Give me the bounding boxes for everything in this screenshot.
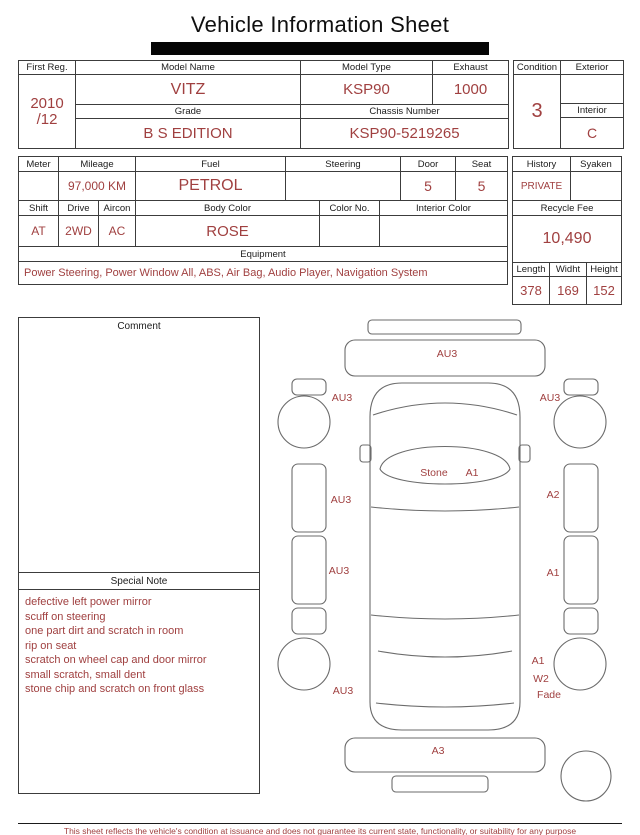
specs-section	[18, 156, 622, 305]
label-right-rear-fender-3: Fade	[537, 689, 561, 701]
hood-edge-line	[373, 403, 517, 415]
door-label: Door	[401, 157, 456, 171]
roof-rear-line	[371, 615, 519, 619]
car-diagram-svg	[268, 317, 624, 809]
left-rear-door-shape	[292, 536, 326, 604]
exhaust-label: Exhaust	[433, 61, 509, 75]
special-note-line: small scratch, small dent	[25, 668, 146, 681]
condition-label: Condition	[514, 61, 561, 75]
condition-value: 3	[514, 75, 561, 149]
dimensions-header-row	[513, 263, 621, 277]
wheel-front-left	[278, 396, 330, 448]
wheel-front-right	[554, 396, 606, 448]
history-value: PRIVATE	[513, 172, 571, 200]
car-damage-diagram	[260, 317, 622, 809]
specs-table	[18, 156, 508, 285]
recycle-fee-value: 10,490	[542, 230, 592, 247]
color-no-label: Color No.	[320, 201, 380, 215]
length-value: 378	[513, 277, 550, 304]
left-rear-fender-shape	[292, 608, 326, 634]
meter-value	[19, 172, 59, 200]
drive-value: 2WD	[59, 216, 99, 246]
model-name-value: VITZ	[76, 75, 301, 105]
body-outline	[370, 383, 520, 730]
interior-value: C	[561, 118, 624, 149]
comment-content	[19, 334, 259, 342]
vehicle-id-table	[18, 60, 509, 149]
shift-value: AT	[19, 216, 59, 246]
mileage-label: Mileage	[59, 157, 136, 171]
exterior-value	[561, 75, 624, 104]
comment-label: Comment	[117, 321, 161, 332]
label-front-bumper: AU3	[436, 348, 458, 360]
fuel-value: PETROL	[136, 172, 286, 200]
model-type-label: Model Type	[301, 61, 433, 75]
exterior-label: Exterior	[561, 61, 624, 75]
grade-label: Grade	[76, 105, 301, 119]
specs-value-row-2	[19, 216, 507, 247]
mileage-value: 97,000 KM	[59, 172, 136, 200]
wheel-rear-left	[278, 638, 330, 690]
label-right-rear-door: A1	[546, 567, 560, 579]
history-label: History	[513, 157, 571, 171]
steering-value	[286, 172, 401, 200]
aircon-label: Aircon	[99, 201, 136, 215]
redaction-bar	[151, 42, 489, 55]
recycle-fee-value-row	[513, 216, 621, 263]
model-name-label: Model Name	[76, 61, 301, 75]
aircon-value: AC	[99, 216, 136, 246]
interior-color-label: Interior Color	[416, 202, 471, 214]
length-label: Length	[513, 263, 550, 276]
comment-box	[18, 317, 260, 573]
label-windshield-word: Stone	[420, 467, 448, 479]
page-title: Vehicle Information Sheet	[190, 12, 450, 37]
rear-window-line	[378, 651, 512, 657]
admin-table	[512, 156, 622, 305]
equipment-value: Power Steering, Power Window All, ABS, Air Bag, Audio Player, Navigation System	[24, 267, 428, 279]
chassis-number-label: Chassis Number	[301, 105, 509, 119]
first-reg-year: 2010	[30, 94, 64, 112]
label-right-front-door: A2	[546, 489, 560, 501]
history-value-row	[513, 172, 621, 201]
left-front-fender-shape	[292, 379, 326, 395]
meter-label: Meter	[19, 157, 59, 171]
special-note-label: Special Note	[19, 573, 259, 590]
identification-section	[18, 60, 622, 149]
grading-table	[513, 60, 624, 149]
specs-header-row-1	[19, 157, 507, 172]
trunk-line	[376, 703, 514, 707]
label-right-rear-fender-2: W2	[533, 673, 549, 685]
fuel-label: Fuel	[136, 157, 286, 171]
door-value: 5	[401, 172, 456, 200]
right-front-door-shape	[564, 464, 598, 532]
width-value: 169	[550, 277, 587, 304]
dimensions-value-row	[513, 277, 621, 304]
special-note-line: one part dirt and scratch in room	[25, 625, 184, 637]
right-mirror-shape	[519, 445, 530, 462]
first-reg-label: First Reg.	[19, 61, 76, 75]
drive-label: Drive	[59, 201, 99, 215]
seat-label: Seat	[471, 158, 492, 170]
rear-bumper-shape	[345, 738, 545, 772]
wheel-rear-right	[554, 638, 606, 690]
rear-lower-strip	[392, 776, 488, 792]
right-rear-door-shape	[564, 536, 598, 604]
model-type-value: KSP90	[301, 75, 433, 105]
special-note-lines	[19, 590, 259, 702]
disclaimer-text: This sheet reflects the vehicle's condition at issuance and does not guarantee its current state, functionality, or suitability for any purpose	[18, 823, 622, 835]
label-left-rear-door: AU3	[328, 565, 350, 577]
chassis-number-value: KSP90-5219265	[301, 119, 509, 149]
height-value: 152	[593, 283, 615, 298]
specs-header-row-2	[19, 201, 507, 216]
label-left-front-door: AU3	[330, 494, 352, 506]
exhaust-value: 1000	[433, 75, 509, 105]
front-grille-strip	[368, 320, 521, 334]
equipment-header-row	[19, 247, 507, 262]
width-label: Widht	[550, 263, 587, 276]
label-right-rear-fender-1: A1	[531, 655, 545, 667]
equipment-value-row	[19, 262, 507, 284]
equipment-label: Equipment	[240, 248, 286, 260]
shift-label: Shift	[19, 201, 59, 215]
special-note-line: rip on seat	[25, 639, 77, 652]
condition-section	[18, 317, 622, 809]
right-front-fender-shape	[564, 379, 598, 395]
label-left-rear-fender: AU3	[332, 685, 354, 697]
spare-wheel	[561, 751, 611, 801]
interior-label: Interior	[561, 103, 624, 117]
first-reg-month: /12	[36, 110, 58, 128]
special-note-line: defective left power mirror	[25, 596, 152, 608]
steering-label: Steering	[286, 157, 401, 171]
left-mirror-shape	[360, 445, 371, 462]
special-note-box	[18, 572, 260, 794]
label-right-front-fender: AU3	[539, 392, 561, 404]
syaken-value	[571, 172, 621, 200]
syaken-label: Syaken	[580, 158, 612, 170]
notes-column	[18, 317, 260, 809]
label-left-front-fender: AU3	[331, 392, 353, 404]
color-no-value	[320, 216, 380, 246]
body-color-label: Body Color	[136, 201, 320, 215]
special-note-line: scuff on steering	[25, 610, 106, 623]
body-color-value: ROSE	[136, 216, 320, 246]
special-note-line: scratch on wheel cap and door mirror	[25, 654, 207, 666]
right-rear-fender-shape	[564, 608, 598, 634]
history-header-row	[513, 157, 621, 172]
label-rear-bumper: A3	[431, 745, 445, 757]
height-label: Height	[590, 264, 618, 275]
seat-value: 5	[477, 178, 486, 194]
interior-color-value	[380, 216, 507, 246]
grade-value: B S EDITION	[76, 119, 301, 149]
special-note-line: stone chip and scratch on front glass	[25, 683, 205, 695]
recycle-fee-label: Recycle Fee	[540, 202, 594, 214]
specs-value-row-1	[19, 172, 507, 201]
recycle-fee-header-row	[513, 201, 621, 216]
label-windshield-grade: A1	[465, 467, 479, 479]
roof-front-line	[371, 507, 519, 511]
left-front-door-shape	[292, 464, 326, 532]
first-reg-value	[19, 75, 76, 149]
